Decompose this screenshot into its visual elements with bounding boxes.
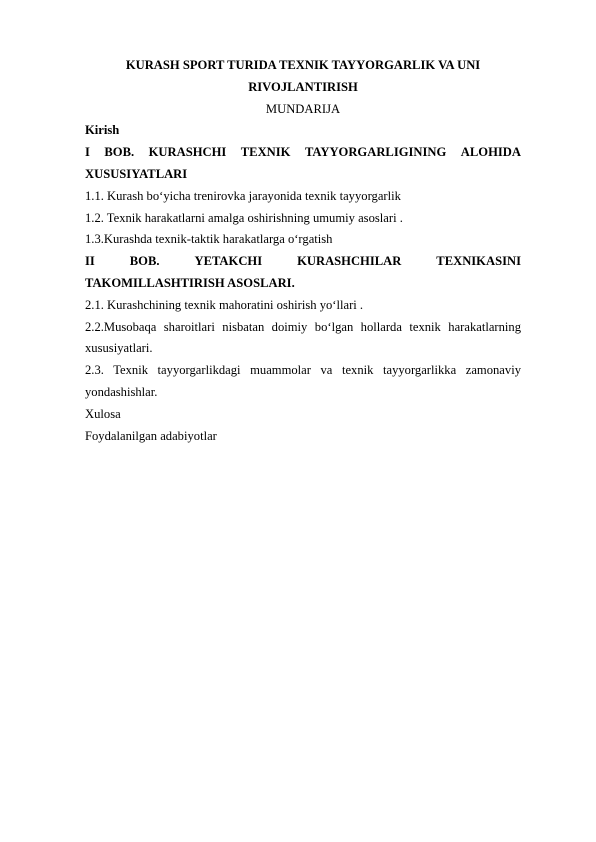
toc-references: Foydalanilgan adabiyotlar	[85, 428, 217, 443]
toc-chapter2-line1	[85, 251, 521, 273]
toc-chapter1-line1	[85, 142, 521, 164]
document-title-line2: RIVOJLANTIRISH	[248, 79, 358, 94]
document-title-line1: KURASH SPORT TURIDA TEXNIK TAYYORGARLIK VA UNI	[125, 58, 481, 72]
chapter2-word: YETAKCHI	[194, 254, 263, 269]
toc-section-1-2: 1.2. Texnik harakatlarni amalga oshirishning umumiy asoslari .	[85, 210, 403, 225]
toc-section-2-2-line2: xususiyatlari.	[85, 341, 153, 356]
toc-chapter1-line2: XUSUSIYATLARI	[85, 166, 188, 181]
chapter2-word: BOB.	[129, 254, 160, 269]
chapter1-word: ALOHIDA	[460, 145, 521, 160]
toc-heading: MUNDARIJA	[265, 101, 341, 116]
chapter2-word: KURASHCHILAR	[297, 254, 402, 269]
chapter1-word: I	[85, 145, 90, 160]
chapter1-word: KURASHCHI	[148, 145, 227, 160]
chapter2-word: II	[85, 254, 95, 269]
toc-intro: Kirish	[85, 123, 120, 138]
document-page	[85, 55, 521, 447]
chapter1-word: BOB.	[104, 145, 135, 160]
toc-section-2-1: 2.1. Kurashchining texnik mahoratini oshirish yo‘llari .	[85, 297, 364, 312]
chapter1-word: TAYYORGARLIGINING	[304, 145, 447, 160]
chapter1-word: TEXNIK	[240, 145, 291, 160]
toc-section-1-1: 1.1. Kurash bo‘yicha trenirovka jarayonida texnik tayyorgarlik	[85, 188, 401, 203]
toc-conclusion: Xulosa	[85, 406, 121, 421]
toc-chapter2-line2: TAKOMILLASHTIRISH ASOSLARI.	[85, 275, 295, 290]
toc-section-1-3: 1.3.Kurashda texnik-taktik harakatlarga o‘rgatish	[85, 232, 333, 247]
toc-section-2-3-line1: 2.3. Texnik tayyorgarlikdagi muammolar va texnik tayyorgarlikka zamonaviy	[85, 363, 521, 378]
chapter2-word: TEXNIKASINI	[436, 254, 521, 269]
toc-section-2-3-line2: yondashishlar.	[85, 384, 158, 399]
toc-section-2-2-line1: 2.2.Musobaqa sharoitlari nisbatan doimiy bo‘lgan hollarda texnik harakatlarning	[85, 319, 521, 334]
